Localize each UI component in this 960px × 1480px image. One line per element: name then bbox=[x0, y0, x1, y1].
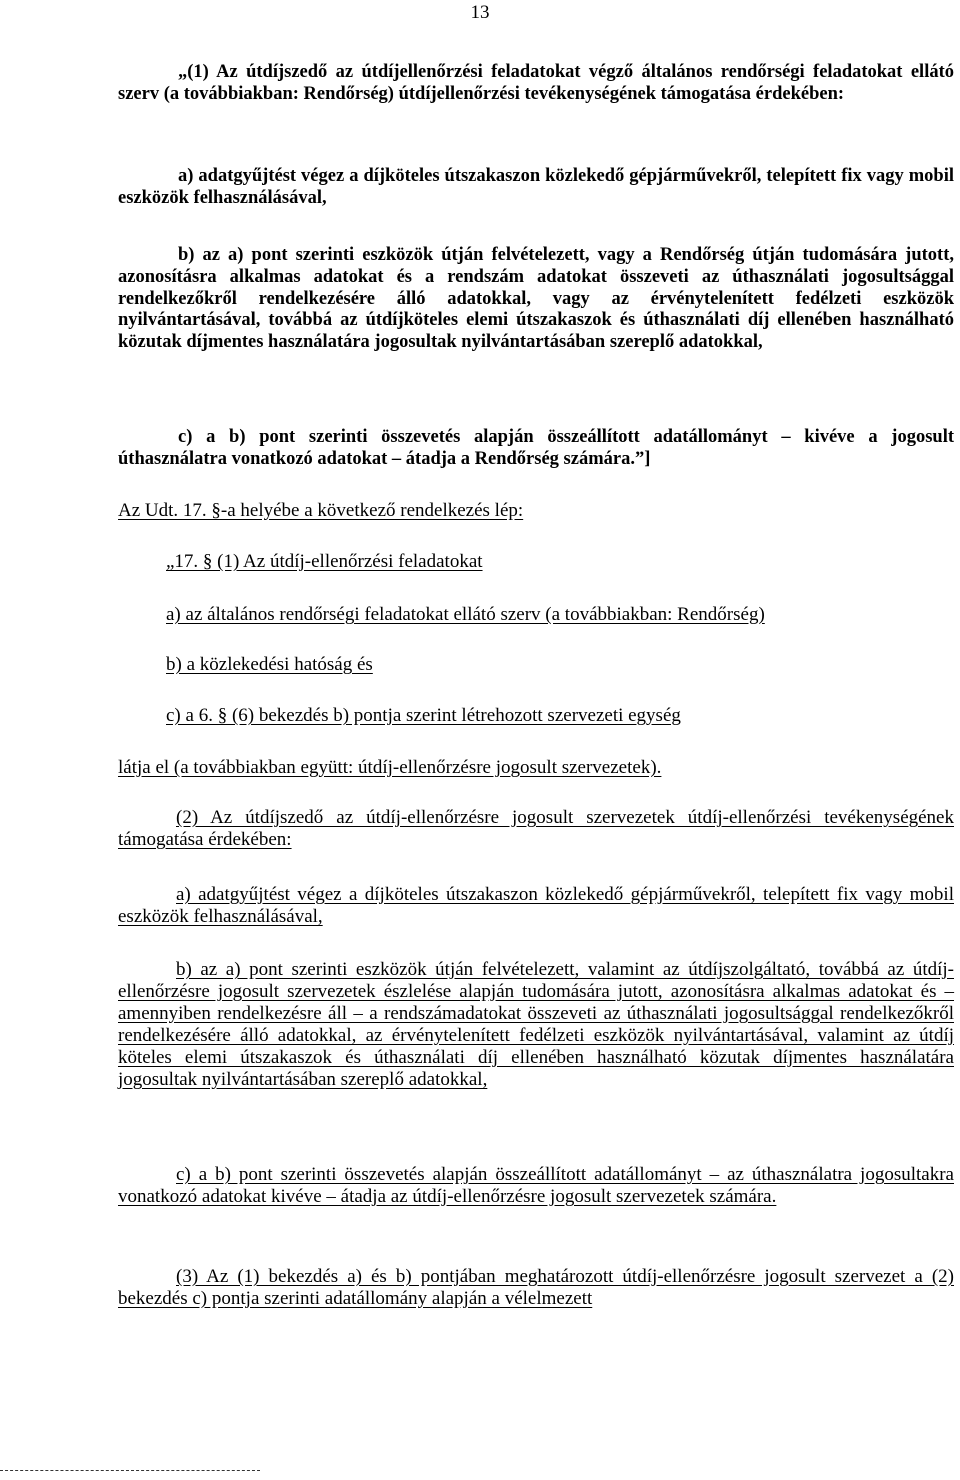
section-17-para-2-point-a: a) adatgyűjtést végez a díjköteles útszakaszon közlekedő gépjárművekről, telepített fix vagy mobil eszközök felhasználásával, bbox=[118, 884, 954, 927]
section-17-para-1: „17. § (1) Az útdíj-ellenőrzési feladatokat bbox=[166, 551, 483, 572]
section-17-para-1-point-c: c) a 6. § (6) bekezdés b) pontja szerint létrehozott szervezeti egység bbox=[166, 705, 681, 726]
section-17-para-2-point-b: b) az a) pont szerinti eszközök útján felvételezett, valamint az útdíjszolgáltató, továbbá az útdíj-ellenőrzésre jogosult szervezetek észlelése alapján tudomására jutott, azonosításra alkalmas adatokat és – amennyiben rendelkezésre áll – a rendszámadatokat összeveti az úthasználati jogosultsággal rendelkezőkről rendelkezésére álló adatokkal, az érvénytelenített fedélzeti eszközök nyilvántartásával, valamint az útdíj köteles elemi útszakaszok és úthasználati díj ellenében használható közutak díjmentes használatára jogosultak nyilvántartásában szereplő adatokkal, bbox=[118, 959, 954, 1090]
section-17-para-2-point-c: c) a b) pont szerinti összevetés alapján összeállított adatállományt – az úthasználatra jogosultakra vonatkozó adatokat kivéve – átadja az útdíj-ellenőrzésre jogosult szervezetek számára. bbox=[118, 1164, 954, 1207]
old-point-b: b) az a) pont szerinti eszközök útján felvételezett, vagy a Rendőrség útján tudomására jutott, azonosításra alkalmas adatokat és a rendszám adatokat összeveti az úthasználati jogosultsággal rendelkezőkről rendelkezésére álló adatokkal, vagy az érvénytelenített fedélzeti eszközök nyilvántartásával, továbbá az útdíjköteles elemi útszakaszok és úthasználati díj ellenében használható közutak díjmentes használatára jogosultak nyilvántartásában szereplő adatokkal, bbox=[118, 245, 954, 353]
section-17-para-2: (2) Az útdíjszedő az útdíj-ellenőrzésre jogosult szervezetek útdíj-ellenőrzési tevékenységének támogatása érdekében: bbox=[118, 807, 954, 850]
section-17-para-1-point-b: b) a közlekedési hatóság és bbox=[166, 654, 373, 675]
old-section-intro: „(1) Az útdíjszedő az útdíjellenőrzési feladatokat végző általános rendőrségi feladatokat ellátó szerv (a továbbiakban: Rendőrség) útdíjellenőrzési tevékenységének támogatása érdekében: bbox=[118, 62, 954, 104]
page-number: 13 bbox=[470, 2, 490, 23]
old-point-a: a) adatgyűjtést végez a díjköteles útszakaszon közlekedő gépjárművekről, telepített fix vagy mobil eszközök felhasználásával, bbox=[118, 166, 954, 208]
replacement-instruction: Az Udt. 17. §-a helyébe a következő rendelkezés lép: bbox=[118, 500, 524, 521]
section-17-para-1-closing: látja el (a továbbiakban együtt: útdíj-ellenőrzésre jogosult szervezetek). bbox=[118, 757, 662, 778]
footer-rule bbox=[0, 1470, 260, 1471]
section-17-para-1-point-a: a) az általános rendőrségi feladatokat ellátó szerv (a továbbiakban: Rendőrség) bbox=[166, 604, 765, 625]
old-point-c: c) a b) pont szerinti összevetés alapján összeállított adatállományt – kivéve a jogosult úthasználatra vonatkozó adatokat – átadja a Rendőrség számára.”] bbox=[118, 427, 954, 469]
section-17-para-3: (3) Az (1) bekezdés a) és b) pontjában meghatározott útdíj-ellenőrzésre jogosult szervezet a (2) bekezdés c) pontja szerinti adatállomány alapján a vélelmezett bbox=[118, 1266, 954, 1309]
